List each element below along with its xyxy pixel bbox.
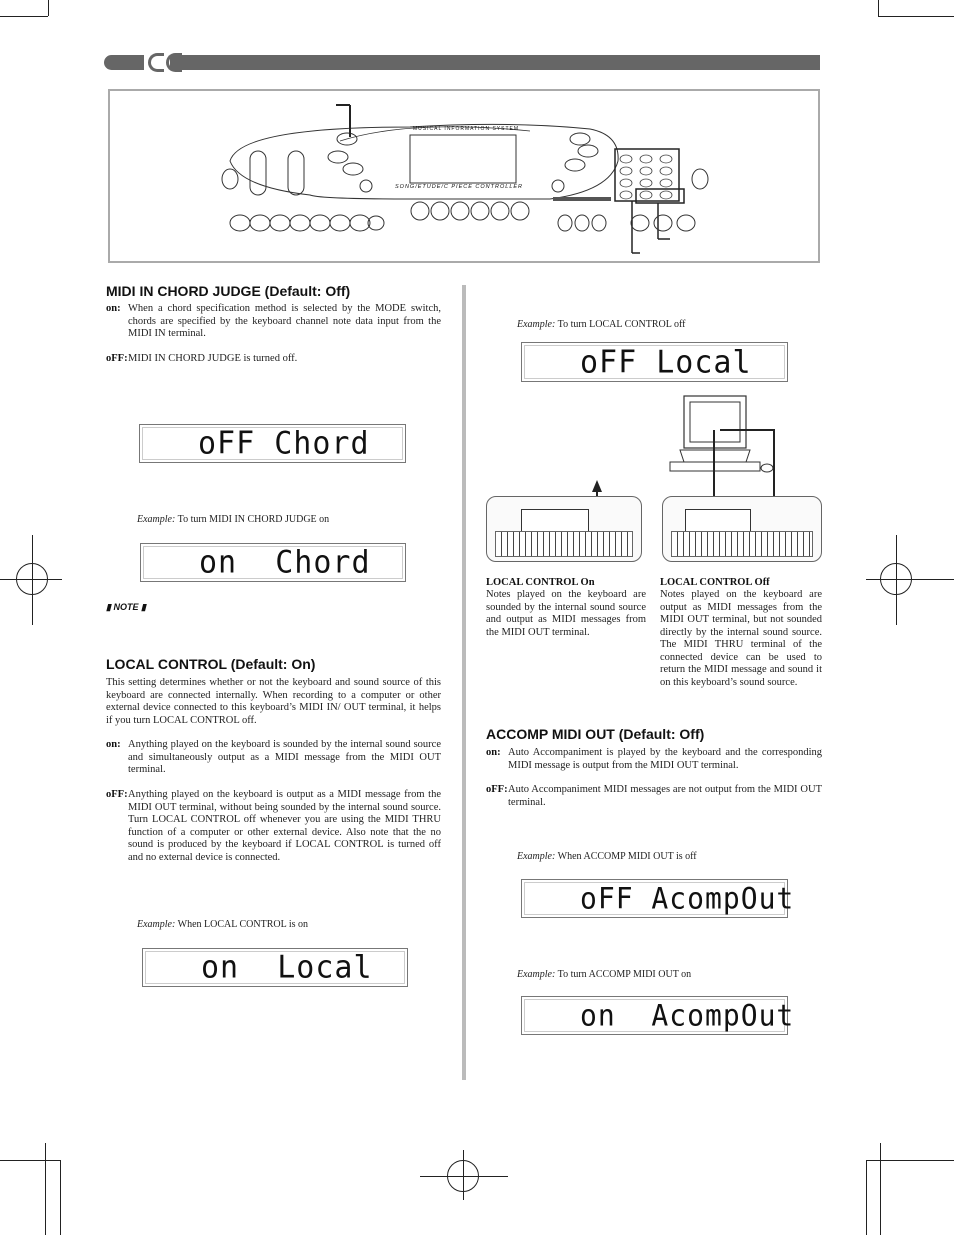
keyboard-screen (521, 509, 589, 533)
column-divider (462, 285, 466, 1080)
crop-mark (880, 1143, 881, 1235)
lcd-display (521, 996, 795, 1035)
crop-mark (0, 16, 48, 17)
keyboard-illustration-off (662, 496, 822, 562)
header-bar (104, 55, 820, 70)
crop-mark (878, 16, 954, 17)
crop-mark (866, 1160, 867, 1235)
keyboard-keys (671, 531, 813, 557)
lcd-readout: on Chord (199, 544, 371, 581)
example-text (517, 319, 685, 330)
accomp-on-term: on: (486, 747, 501, 758)
registration-line (866, 579, 954, 580)
lcd-readout: oFF Local (580, 344, 752, 381)
crop-mark (48, 0, 49, 16)
example-text (137, 514, 329, 525)
header-tab-left (104, 55, 144, 70)
crop-mark (878, 0, 879, 16)
midi-in-on-text: When a chord specification method is selected by the MODE switch, chords are specified by the keyboard channel note data input from the MIDI IN terminal. (128, 303, 441, 339)
caption-local-off-text: Notes played on the keyboard are output as MIDI messages from the MIDI OUT terminal, but not sounded directly by the internal sound source. The MIDI THRU terminal of the connected device can be used to return the MIDI message and sound it on this keyboard’s sound source. (660, 589, 822, 688)
header-bracket-icon (148, 53, 164, 72)
example-description: To turn MIDI IN CHORD JUDGE on (177, 514, 330, 525)
registration-line (896, 535, 897, 625)
caption-local-off-title: LOCAL CONTROL Off (660, 577, 770, 588)
caption-local-on-text: Notes played on the keyboard are sounded by the internal sound source and output as MIDI messages from the MIDI OUT terminal. (486, 589, 646, 638)
midi-in-off-term: oFF: (106, 353, 128, 364)
brand-label: MUSICAL INFORMATION SYSTEM (413, 126, 520, 132)
lcd-readout: oFF AcompOut (580, 881, 795, 916)
keyboard-keys (495, 531, 633, 557)
header-bracket-icon (166, 53, 182, 72)
local-on-text: Anything played on the keyboard is sounded by the internal sound source and simultaneously output as a MIDI message from the MIDI OUT terminal. (128, 739, 441, 775)
note-label (106, 602, 146, 613)
lcd-display (140, 543, 406, 582)
lcd-display (521, 879, 795, 918)
caption-local-on-title: LOCAL CONTROL On (486, 577, 595, 588)
crop-mark (60, 1160, 61, 1235)
example-text (137, 919, 308, 930)
lcd-display (142, 948, 408, 987)
registration-line (463, 1150, 464, 1200)
accomp-on-text: Auto Accompaniment is played by the keyboard and the corresponding MIDI message is output from the MIDI OUT terminal. (508, 747, 822, 771)
note-label-text: NOTE (113, 602, 139, 612)
keyboard-illustration-on (486, 496, 642, 562)
lcd-readout: on AcompOut (580, 998, 795, 1033)
controller-label: SONG/ETUDE/C PIECE CONTROLLER (395, 184, 524, 190)
example-description: When LOCAL CONTROL is on (177, 919, 309, 930)
heading-accomp-midi-out: ACCOMP MIDI OUT (Default: Off) (486, 726, 705, 742)
lcd-display (521, 342, 788, 382)
example-description: To turn ACCOMP MIDI OUT on (557, 969, 692, 980)
local-control-intro: This setting determines whether or not the keyboard and sound source of this keyboard are connected internally. When recording to a computer or other external device connected to this keyboard’s MIDI IN/ OUT terminal, it helps if you turn LOCAL CONTROL off. (106, 677, 441, 726)
example-text (517, 851, 697, 862)
midi-in-off-text: MIDI IN CHORD JUDGE is turned off. (128, 353, 298, 364)
local-on-term: on: (106, 739, 121, 750)
note-bar-icon: ▮ (106, 602, 114, 612)
registration-line (0, 579, 62, 580)
lcd-display (139, 424, 406, 463)
local-off-term: oFF: (106, 789, 128, 800)
heading-midi-in-chord-judge: MIDI IN CHORD JUDGE (Default: Off) (106, 283, 351, 299)
example-label: Example: (137, 919, 176, 930)
local-off-text: Anything played on the keyboard is output as a MIDI message from the MIDI OUT terminal, without being sounded by the internal sound source. Turn LOCAL CONTROL off whenever you are using the MIDI THRU function of a computer or other external device. Also note that the no sound is produced by the keyboard if LOCAL CONTROL is turned off and no external device is connected. (128, 789, 441, 863)
keyboard-screen (685, 509, 751, 533)
keyboard-panel-svg (110, 91, 818, 261)
accomp-off-text: Auto Accompaniment MIDI messages are not output from the MIDI OUT terminal. (508, 784, 822, 808)
lcd-readout: oFF Chord (198, 425, 370, 462)
example-label: Example: (137, 514, 176, 525)
lcd-readout: on Local (201, 949, 373, 986)
example-label: Example: (517, 319, 556, 330)
registration-line (420, 1176, 508, 1177)
example-description: To turn LOCAL CONTROL off (557, 319, 686, 330)
registration-line (32, 535, 33, 625)
crop-mark (45, 1143, 46, 1235)
example-description: When ACCOMP MIDI OUT is off (557, 851, 697, 862)
crop-mark (0, 1160, 60, 1161)
example-label: Example: (517, 851, 556, 862)
example-label: Example: (517, 969, 556, 980)
example-text (517, 969, 691, 980)
midi-in-on-term: on: (106, 303, 121, 314)
heading-local-control: LOCAL CONTROL (Default: On) (106, 656, 316, 672)
keyboard-panel-illustration (108, 89, 820, 263)
note-bar-icon: ▮ (138, 602, 146, 612)
accomp-off-term: oFF: (486, 784, 508, 795)
